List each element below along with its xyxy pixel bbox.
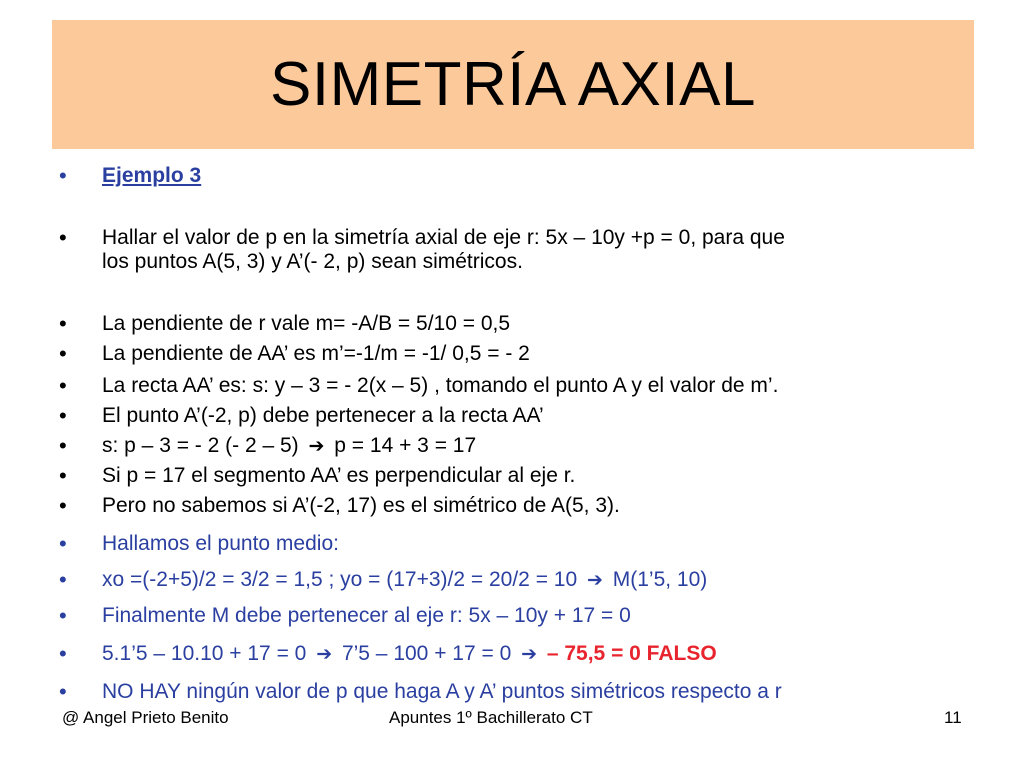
verification-part-1: 5.1’5 – 10.10 + 17 = 0 — [102, 642, 313, 665]
bullet-dot: • — [59, 163, 67, 188]
bullet-dot: • — [59, 603, 67, 628]
step-point-on-line: El punto A’(-2, p) debe pertenecer a la recta AA’ — [102, 404, 544, 427]
bullet-dot: • — [59, 433, 67, 458]
midpoint-result: M(1’5, 10) — [606, 568, 708, 591]
midpoint-calc-text: xo =(-2+5)/2 = 3/2 = 1,5 ; yo = (17+3)/2 = 20/2 = 10 — [102, 568, 583, 591]
step-m-on-axis: Finalmente M debe pertenecer al eje r: 5x – 10y + 17 = 0 — [102, 604, 631, 627]
bullet-dot: • — [59, 463, 67, 488]
footer-course: Apuntes 1º Bachillerato CT — [389, 708, 593, 727]
bullet-dot: • — [59, 641, 67, 666]
arrow-icon: ➔ — [521, 644, 538, 665]
step-line-aa: La recta AA’ es: s: y – 3 = - 2(x – 5) , tomando el punto A y el valor de m’. — [102, 374, 779, 397]
problem-line-1: Hallar el valor de p en la simetría axial de eje r: 5x – 10y +p = 0, para que — [102, 226, 785, 249]
footer-page-number: 11 — [944, 708, 962, 727]
bullet-dot: • — [59, 403, 67, 428]
step-solve-p-rhs: p = 14 + 3 = 17 — [328, 434, 477, 457]
conclusion: NO HAY ningún valor de p que haga A y A’ puntos simétricos respecto a r — [102, 680, 782, 703]
bullet-dot: • — [59, 493, 67, 518]
arrow-icon: ➔ — [316, 644, 333, 665]
slide-title: SIMETRÍA AXIAL — [270, 50, 756, 119]
footer-author: @ Angel Prieto Benito — [62, 708, 229, 727]
step-solve-p — [102, 434, 476, 458]
bullet-dot: • — [59, 311, 67, 336]
bullet-dot: • — [59, 225, 67, 250]
title-band — [52, 20, 974, 149]
step-verification — [102, 642, 717, 666]
step-solve-p-lhs: s: p – 3 = - 2 (- 2 – 5) — [102, 434, 305, 457]
verification-part-2: 7’5 – 100 + 17 = 0 — [336, 642, 518, 665]
step-perpendicular: Si p = 17 el segmento AA’ es perpendicular al eje r. — [102, 464, 576, 487]
arrow-icon: ➔ — [587, 570, 603, 591]
bullet-dot: • — [59, 679, 67, 704]
bullet-dot: • — [59, 373, 67, 398]
step-slope-r: La pendiente de r vale m= -A/B = 5/10 = 0,5 — [102, 312, 511, 335]
verification-false: – 75,5 = 0 FALSO — [541, 642, 717, 665]
bullet-dot: • — [59, 531, 67, 556]
arrow-icon: ➔ — [308, 436, 325, 457]
step-midpoint-calc — [102, 568, 707, 592]
step-midpoint-intro: Hallamos el punto medio: — [102, 532, 339, 555]
bullet-dot: • — [59, 341, 67, 366]
bullet-dot: • — [59, 567, 67, 592]
example-heading: Ejemplo 3 — [102, 164, 202, 187]
step-slope-aa: La pendiente de AA’ es m’=-1/m = -1/ 0,5 = - 2 — [102, 342, 530, 365]
problem-line-2: los puntos A(5, 3) y A’(- 2, p) sean simétricos. — [102, 250, 523, 273]
step-not-known: Pero no sabemos si A’(-2, 17) es el simétrico de A(5, 3). — [102, 494, 620, 517]
